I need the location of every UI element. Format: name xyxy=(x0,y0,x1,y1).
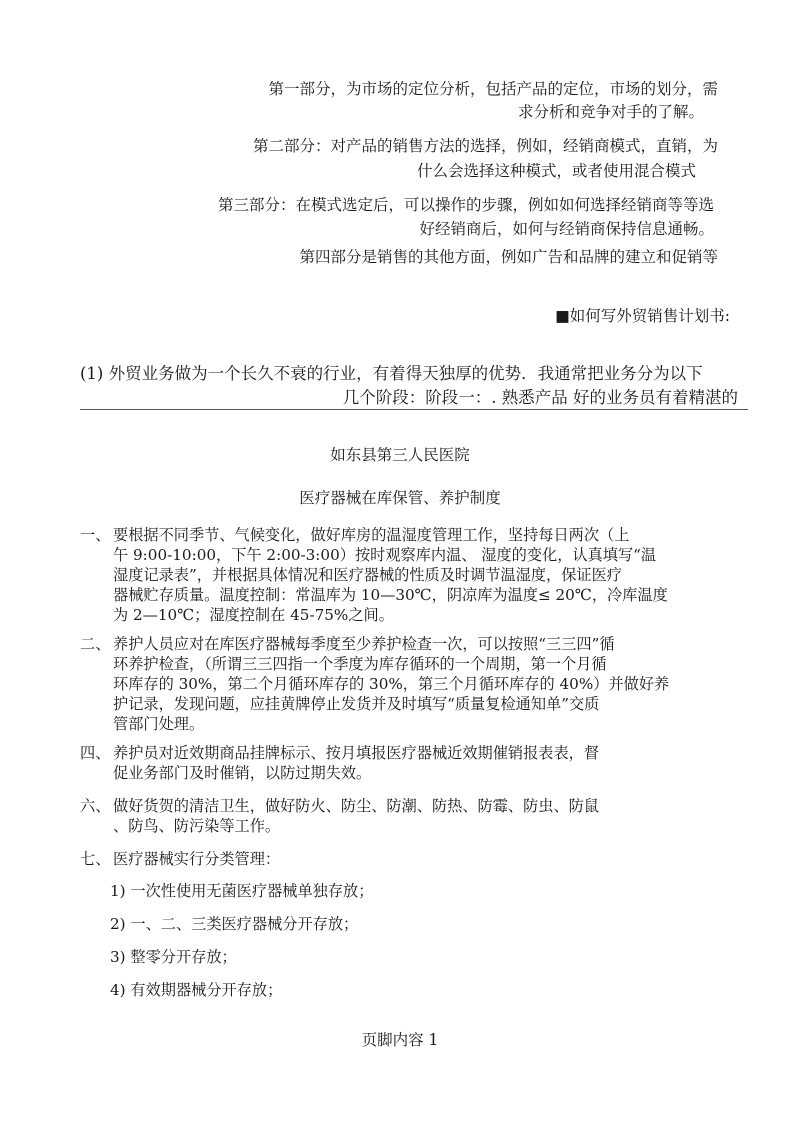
paragraph-line: 器械贮存质量。温度控制：常温库为 10—30℃，阴凉库为温度≤ 20℃，冷库温度 xyxy=(113,586,668,604)
trade-line-2: 几个阶段：阶段一：. 熟悉产品 好的业务员有着精湛的 xyxy=(342,388,738,407)
paragraph-line: 环库存的 30%，第二个月循环库存的 30%，第三个月循环库存的 40%）并做好养 xyxy=(113,675,670,693)
top-line-1: 第一部分，为市场的定位分析，包括产品的定位，市场的划分，需 xyxy=(268,80,718,98)
paragraph-line: 、防鸟、防污染等工作。 xyxy=(113,817,281,835)
top-line-6: 好经销商后，如何与经销商保持信息通畅。 xyxy=(419,220,714,238)
document-title: 医疗器械在库保管、养护制度 xyxy=(299,489,501,507)
hospital-name: 如东县第三人民医院 xyxy=(330,446,470,464)
top-line-5: 第三部分：在模式选定后，可以操作的步骤，例如如何选择经销商等等选 xyxy=(217,196,714,214)
paragraph-number: 六、 xyxy=(80,797,111,815)
paragraph-line: 管部门处理。 xyxy=(113,715,205,733)
list-item-2: 2) 一、二、三类医疗器械分开存放； xyxy=(110,915,359,933)
paragraph-number: 二、 xyxy=(80,635,111,653)
paragraph-line: 要根据不同季节、气候变化，做好库房的温湿度管理工作，坚持每日两次（上 xyxy=(113,526,630,544)
paragraph-line: 养护员对近效期商品挂牌标示、按月填报医疗器械近效期催销报表表，督 xyxy=(113,744,599,762)
paragraph-line: 午 9:00-10:00，下午 2:00-3:00）按时观察库内温、 湿度的变化，认真填写“温 xyxy=(113,546,657,564)
paragraph-line: 做好货贺的清洁卫生，做好防火、防尘、防潮、防热、防霉、防虫、防鼠 xyxy=(113,797,599,815)
paragraph-number: 一、 xyxy=(80,526,111,544)
paragraph-number: 四、 xyxy=(80,744,111,762)
paragraph-line: 护记录，发现问题，应挂黄牌停止发货并及时填写“质量复检通知单”交质 xyxy=(113,695,600,713)
paragraph-line: 医疗器械实行分类管理： xyxy=(113,850,281,868)
paragraph-line: 为 2—10℃；湿度控制在 45-75%之间。 xyxy=(113,606,394,624)
trade-plan-heading: ■如何写外贸销售计划书: xyxy=(555,307,730,325)
page-footer: 页脚内容 1 xyxy=(361,1031,439,1049)
paragraph-line: 环养护检查，（所谓三三四指一个季度为库存循环的一个周期，第一个月循 xyxy=(113,655,607,673)
list-item-1: 1) 一次性使用无菌医疗器械单独存放； xyxy=(110,882,374,900)
top-line-7: 第四部分是销售的其他方面，例如广告和品牌的建立和促销等 xyxy=(299,248,718,266)
section-divider xyxy=(80,409,748,410)
top-line-4: 什么会选择这种模式，或者使用混合模式 xyxy=(416,162,696,180)
trade-line-1: (1) 外贸业务做为一个长久不衰的行业，有着得天独厚的优势．我通常把业务分为以下 xyxy=(80,364,703,383)
list-item-4: 4) 有效期器械分开存放； xyxy=(110,981,283,999)
top-line-3: 第二部分：对产品的销售方法的选择，例如，经销商模式，直销，为 xyxy=(252,137,718,155)
paragraph-number: 七、 xyxy=(80,850,111,868)
paragraph-line: 促业务部门及时催销，以防过期失效。 xyxy=(113,764,372,782)
list-item-3: 3) 整零分开存放； xyxy=(110,948,237,966)
top-line-2: 求分析和竞争对手的了解。 xyxy=(517,103,704,121)
paragraph-line: 养护人员应对在库医疗器械每季度至少养护检查一次，可以按照“三三四”循 xyxy=(113,635,615,653)
paragraph-line: 湿度记录表”，并根据具体情况和医疗器械的性质及时调节温湿度，保证医疗 xyxy=(113,566,622,584)
document-body xyxy=(80,525,760,868)
